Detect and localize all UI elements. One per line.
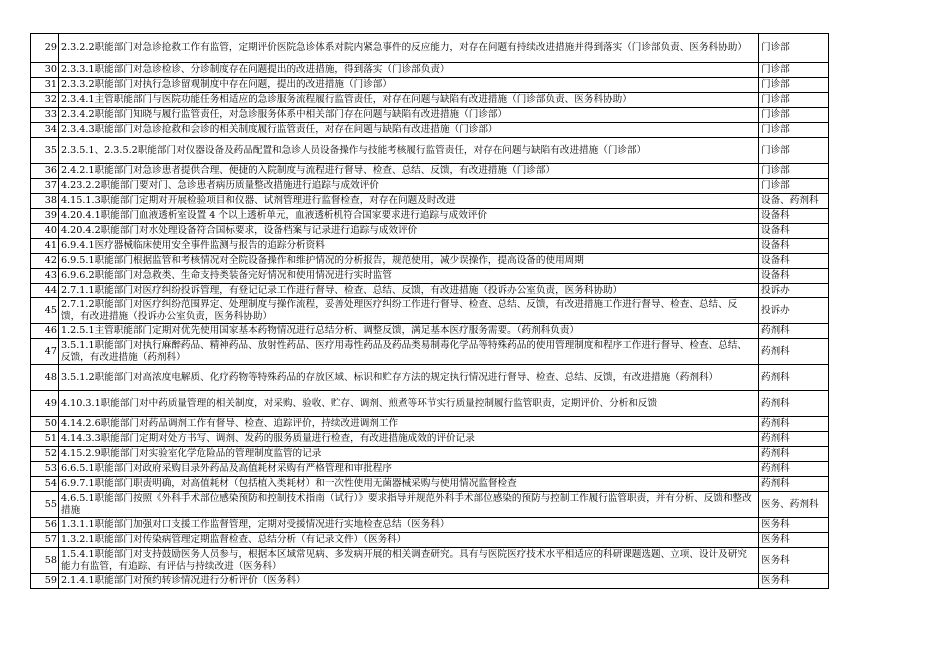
- table-row: [31, 477, 829, 492]
- row-number-cell[interactable]: 44: [31, 284, 59, 298]
- department-cell[interactable]: 设备、药剂科: [759, 194, 829, 209]
- department-cell[interactable]: 门诊部: [759, 63, 829, 78]
- table-row: [31, 34, 829, 63]
- department-cell[interactable]: 门诊部: [759, 179, 829, 194]
- description-cell[interactable]: 1.5.4.1职能部门对支持鼓励医务人员参与，根据本区域常见病、多发病开展的相关调查研究。具有与医院医疗技术水平相适应的科研课题选题、立项、设计及研究能力有监管，有追踪、有评估与持续改进（医务科）: [59, 548, 759, 574]
- department-cell[interactable]: 药剂科: [759, 324, 829, 339]
- description-cell[interactable]: 2.3.2.2职能部门对急诊抢救工作有监管，定期评价医院急诊体系对院内紧急事件的反应能力，对存在问题有持续改进措施并得到落实（门诊部负责、医务科协助）: [59, 34, 759, 63]
- table-row: [31, 298, 829, 324]
- department-cell[interactable]: 医务科: [759, 574, 829, 589]
- description-cell[interactable]: 4.15.1.3职能部门定期对开展检验项目和仪器、试剂管理进行监督检查，对存在问题及时改进: [59, 194, 759, 209]
- description-cell[interactable]: 4.6.5.1职能部门按照《外科手术部位感染预防和控制技术指南（试行）》要求指导并规范外科手术部位感染的预防与控制工作履行监管职责，并有分析、反馈和整改措施: [59, 492, 759, 518]
- row-number-cell[interactable]: 41: [31, 239, 59, 254]
- table-row: [31, 417, 829, 432]
- department-cell[interactable]: 门诊部: [759, 34, 829, 63]
- row-number-cell[interactable]: 51: [31, 432, 59, 447]
- table-row: [31, 224, 829, 239]
- row-number-cell[interactable]: 37: [31, 179, 59, 194]
- description-cell[interactable]: 2.1.4.1职能部门对预约转诊情况进行分析评价（医务科）: [59, 574, 759, 589]
- department-cell[interactable]: 药剂科: [759, 365, 829, 391]
- row-number-cell[interactable]: 36: [31, 164, 59, 179]
- table-row: [31, 138, 829, 164]
- table-row: [31, 432, 829, 447]
- department-cell[interactable]: 门诊部: [759, 93, 829, 108]
- department-cell[interactable]: 设备科: [759, 269, 829, 284]
- department-cell[interactable]: 药剂科: [759, 339, 829, 365]
- row-number-cell[interactable]: 32: [31, 93, 59, 108]
- row-number-cell[interactable]: 57: [31, 533, 59, 548]
- description-cell[interactable]: 4.14.2.6职能部门对药品调剂工作有督导、检查、追踪评价，持续改进调剂工作: [59, 417, 759, 432]
- description-cell[interactable]: 4.23.2.2职能部门要对门、急诊患者病历质量整改措施进行追踪与成效评价: [59, 179, 759, 194]
- row-number-cell[interactable]: 46: [31, 324, 59, 339]
- row-number-cell[interactable]: 59: [31, 574, 59, 589]
- department-cell[interactable]: 医务科: [759, 518, 829, 533]
- row-number-cell[interactable]: 31: [31, 78, 59, 93]
- table-row: [31, 123, 829, 138]
- row-number-cell[interactable]: 52: [31, 447, 59, 462]
- department-cell[interactable]: 药剂科: [759, 432, 829, 447]
- department-cell[interactable]: 药剂科: [759, 462, 829, 477]
- row-number-cell[interactable]: 38: [31, 194, 59, 209]
- table-row: [31, 209, 829, 224]
- table-row: [31, 339, 829, 365]
- department-cell[interactable]: 设备科: [759, 224, 829, 239]
- row-number-cell[interactable]: 55: [31, 492, 59, 518]
- table-row: [31, 574, 829, 589]
- table-row: [31, 78, 829, 93]
- description-cell[interactable]: 6.9.5.1职能部门根据监管和考核情况对全院设备操作和维护情况的分析报告，规范使用，减少误操作，提高设备的使用周期: [59, 254, 759, 269]
- table-row: [31, 548, 829, 574]
- department-cell[interactable]: 设备科: [759, 254, 829, 269]
- description-cell[interactable]: 6.9.4.1医疗器械临床使用安全事件监测与报告的追踪分析资料: [59, 239, 759, 254]
- department-cell[interactable]: 医务科: [759, 533, 829, 548]
- description-cell[interactable]: 6.9.6.2职能部门对急救类、生命支持类装备完好情况和使用情况进行实时监管: [59, 269, 759, 284]
- department-cell[interactable]: 门诊部: [759, 123, 829, 138]
- table-row: [31, 93, 829, 108]
- table-row: [31, 391, 829, 417]
- description-cell[interactable]: 2.4.2.1职能部门对急诊患者提供合理、便捷的入院制度与流程进行督导、检查、总结、反馈，有改进措施（门诊部）: [59, 164, 759, 179]
- department-cell[interactable]: 药剂科: [759, 417, 829, 432]
- row-number-cell[interactable]: 39: [31, 209, 59, 224]
- department-cell[interactable]: 门诊部: [759, 78, 829, 93]
- department-cell[interactable]: 门诊部: [759, 138, 829, 164]
- table-row: [31, 518, 829, 533]
- table-row: [31, 164, 829, 179]
- row-number-cell[interactable]: 43: [31, 269, 59, 284]
- table-row: [31, 284, 829, 298]
- table-row: [31, 324, 829, 339]
- department-cell[interactable]: 门诊部: [759, 108, 829, 123]
- description-cell[interactable]: 1.3.1.1职能部门加强对口支援工作监督管理，定期对受援情况进行实地检查总结（医务科）: [59, 518, 759, 533]
- description-cell[interactable]: 3.5.1.2职能部门对高浓度电解质、化疗药物等特殊药品的存放区域、标识和贮存方法的规定执行情况进行督导、检查、总结、反馈，有改进措施（药剂科）: [59, 365, 759, 391]
- row-number-cell[interactable]: 53: [31, 462, 59, 477]
- table-row: [31, 533, 829, 548]
- row-number-cell[interactable]: 34: [31, 123, 59, 138]
- description-cell[interactable]: 6.9.7.1职能部门职责明确，对高值耗材（包括植入类耗材）和一次性使用无菌器械采购与使用情况监督检查: [59, 477, 759, 492]
- department-cell[interactable]: 设备科: [759, 209, 829, 224]
- description-cell[interactable]: 4.20.4.2职能部门对水处理设备符合国标要求，设备档案与记录进行追踪与成效评价: [59, 224, 759, 239]
- description-cell[interactable]: 2.7.1.1职能部门对医疗纠纷投诉管理，有登记记录工作进行督导、检查、总结、反馈，有改进措施（投诉办公室负责，医务科协助）: [59, 284, 759, 298]
- row-number-cell[interactable]: 58: [31, 548, 59, 574]
- description-cell[interactable]: 4.14.3.3职能部门定期对处方书写、调剂、发药的服务质量进行检查，有改进措施成效的评价记录: [59, 432, 759, 447]
- row-number-cell[interactable]: 48: [31, 365, 59, 391]
- table-row: [31, 447, 829, 462]
- department-cell[interactable]: 药剂科: [759, 391, 829, 417]
- department-cell[interactable]: 药剂科: [759, 447, 829, 462]
- description-cell[interactable]: 2.3.5.1、2.3.5.2职能部门对仪器设备及药品配置和急诊人员设备操作与技能考核履行监管责任，对存在问题与缺陷有改进措施（门诊部）: [59, 138, 759, 164]
- description-cell[interactable]: 2.3.3.2职能部门对执行急诊留观制度中存在问题，提出的改进措施（门诊部）: [59, 78, 759, 93]
- row-number-cell[interactable]: 40: [31, 224, 59, 239]
- row-number-cell[interactable]: 29: [31, 34, 59, 63]
- description-cell[interactable]: 1.2.5.1主管职能部门定期对优先使用国家基本药物情况进行总结分析、调整反馈，满足基本医疗服务需要。（药剂科负责）: [59, 324, 759, 339]
- table-row: [31, 365, 829, 391]
- department-cell[interactable]: 药剂科: [759, 477, 829, 492]
- row-number-cell[interactable]: 47: [31, 339, 59, 365]
- table-row: [31, 194, 829, 209]
- description-cell[interactable]: 1.3.2.1职能部门对传染病管理定期监督检查、总结分析（有记录文件）（医务科）: [59, 533, 759, 548]
- table-row: [31, 179, 829, 194]
- row-number-cell[interactable]: 50: [31, 417, 59, 432]
- table-row: [31, 492, 829, 518]
- description-cell[interactable]: 2.3.3.1职能部门对急诊检诊、分诊制度存在问题提出的改进措施，得到落实（门诊部负责）: [59, 63, 759, 78]
- table-row: [31, 462, 829, 477]
- department-cell[interactable]: 投诉办: [759, 298, 829, 324]
- description-cell[interactable]: 2.3.4.2职能部门知晓与履行监管责任，对急诊服务体系中相关部门存在问题与缺陷有改进措施（门诊部）: [59, 108, 759, 123]
- description-cell[interactable]: 2.7.1.2职能部门对医疗纠纷范围界定、处理制度与操作流程，妥善处理医疗纠纷工作进行督导、检查、总结、反馈，有改进措施工作进行督导、检查、总结、反馈，有改进措施（投诉办公室负责，医务科协助）: [59, 298, 759, 324]
- description-cell[interactable]: 2.3.4.1主管职能部门与医院功能任务相适应的急诊服务流程履行监管责任，对存在问题与缺陷有改进措施（门诊部负责、医务科协助）: [59, 93, 759, 108]
- table-row: [31, 108, 829, 123]
- department-cell[interactable]: 投诉办: [759, 284, 829, 298]
- table-row: [31, 63, 829, 78]
- department-cell[interactable]: 医务、药剂科: [759, 492, 829, 518]
- row-number-cell[interactable]: 45: [31, 298, 59, 324]
- row-number-cell[interactable]: 30: [31, 63, 59, 78]
- table-body: [31, 34, 829, 589]
- spreadsheet-table: [30, 33, 829, 589]
- row-number-cell[interactable]: 35: [31, 138, 59, 164]
- description-cell[interactable]: 4.10.3.1职能部门对中药质量管理的相关制度，对采购、验收、贮存、调剂、煎煮等环节实行质量控制履行监管职责，定期评价、分析和反馈: [59, 391, 759, 417]
- row-number-cell[interactable]: 49: [31, 391, 59, 417]
- description-cell[interactable]: 4.15.2.9职能部门对实验室化学危险品的管理制度监管的记录: [59, 447, 759, 462]
- department-cell[interactable]: 门诊部: [759, 164, 829, 179]
- description-cell[interactable]: 3.5.1.1职能部门对执行麻醉药品、精神药品、放射性药品、医疗用毒性药品及药品类易制毒化学品等特殊药品的使用管理制度和程序工作进行督导、检查、总结、反馈，有改进措施（药剂科）: [59, 339, 759, 365]
- table-row: [31, 239, 829, 254]
- department-cell[interactable]: 医务科: [759, 548, 829, 574]
- description-cell[interactable]: 2.3.4.3职能部门对急诊抢救和会诊的相关制度履行监管责任，对存在问题与缺陷有改进措施（门诊部）: [59, 123, 759, 138]
- table-row: [31, 269, 829, 284]
- row-number-cell[interactable]: 33: [31, 108, 59, 123]
- department-cell[interactable]: 设备科: [759, 239, 829, 254]
- row-number-cell[interactable]: 54: [31, 477, 59, 492]
- row-number-cell[interactable]: 56: [31, 518, 59, 533]
- row-number-cell[interactable]: 42: [31, 254, 59, 269]
- description-cell[interactable]: 6.6.5.1职能部门对政府采购目录外药品及高值耗材采购有严格管理和审批程序: [59, 462, 759, 477]
- description-cell[interactable]: 4.20.4.1职能部门血液透析室设置 4 个以上透析单元，血液透析机符合国家要求进行追踪与成效评价: [59, 209, 759, 224]
- table-row: [31, 254, 829, 269]
